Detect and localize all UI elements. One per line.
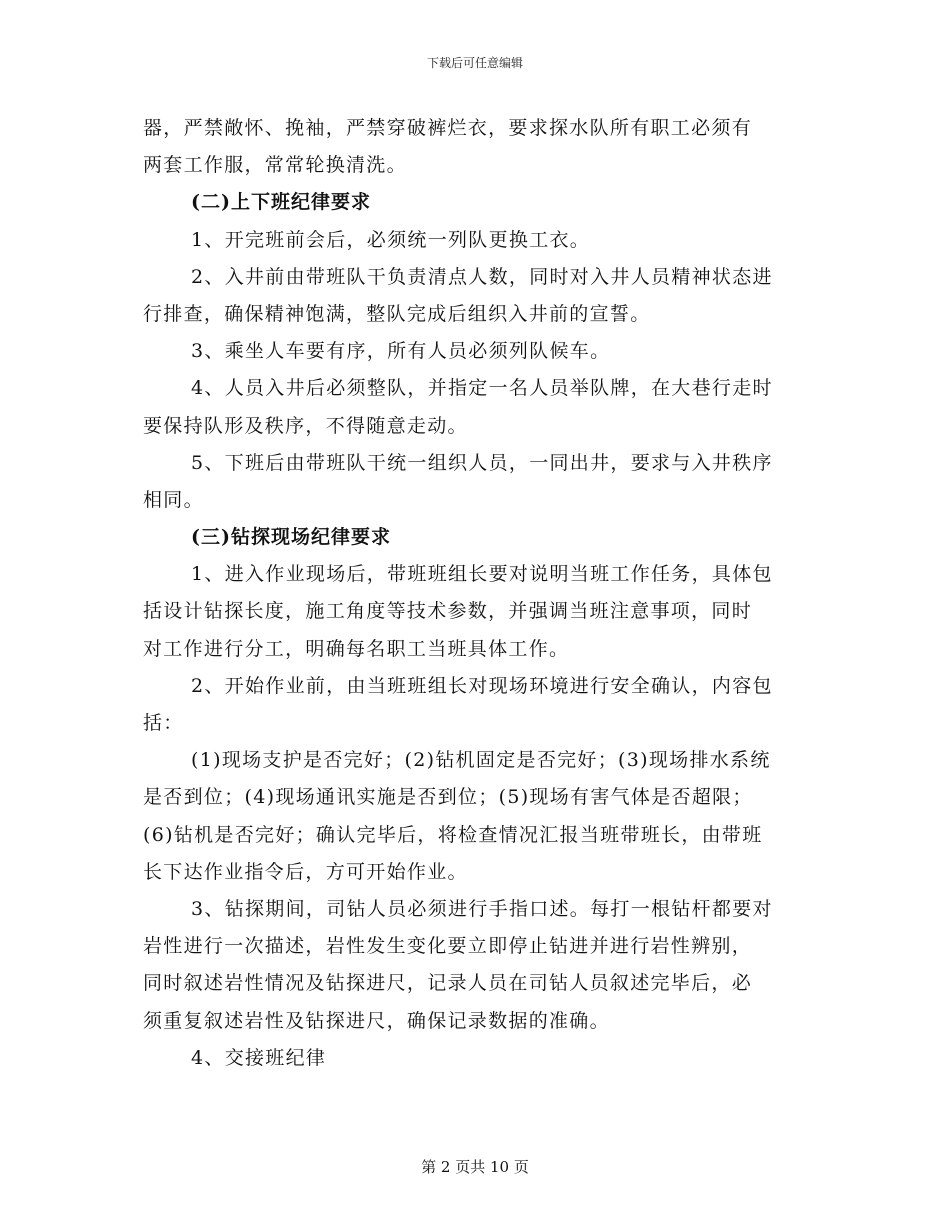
paragraph-start: 2、开始作业前，由当班班组长对现场环境进行安全确认，内容包 (191, 674, 773, 697)
body-line: 岩性进行一次描述，岩性发生变化要立即停止钻进并进行岩性辨别， (143, 935, 753, 958)
body-line: 括： (143, 712, 184, 734)
paragraph-start: 5、下班后由带班队干统一组织人员，一同出井，要求与入井秩序 (191, 451, 773, 474)
paragraph-start: (1)现场支护是否完好；(2)钻机固定是否完好；(3)现场排水系统 (191, 749, 771, 772)
body-line: 括设计钻探长度，施工角度等技术参数，并强调当班注意事项，同时 (143, 600, 753, 623)
paragraph-start: 2、入井前由带班队干负责清点人数，同时对入井人员精神状态进 (191, 265, 773, 288)
page-header: 下载后可任意编辑 (426, 56, 523, 70)
body-line: 同时叙述岩性情况及钻探进尺，记录人员在司钻人员叙述完毕后，必 (143, 972, 753, 995)
section-heading: (二)上下班纪律要求 (191, 191, 371, 214)
section-heading: (三)钻探现场纪律要求 (191, 526, 391, 549)
page-footer: 第 2 页共 10 页 (421, 1158, 529, 1176)
body-line: 行排查，确保精神饱满，整队完成后组织入井前的宣誓。 (143, 302, 651, 325)
paragraph-start: 4、人员入井后必须整队，并指定一名人员举队牌，在大巷行走时 (191, 377, 773, 400)
body-line: 要保持队形及秩序，不得随意走动。 (143, 414, 468, 437)
body-line: 对工作进行分工，明确每名职工当班具体工作。 (143, 637, 570, 660)
body-line: 长下达作业指令后，方可开始作业。 (143, 860, 468, 883)
body-line: 两套工作服，常常轮换清洗。 (143, 154, 407, 177)
paragraph-start: 3、乘坐人车要有序，所有人员必须列队候车。 (191, 340, 611, 363)
body-line: 是否到位；(4)现场通讯实施是否到位；(5)现场有害气体是否超限； (143, 786, 753, 809)
paragraph-start: 1、开完班前会后，必须统一列队更换工衣。 (191, 228, 591, 251)
body-line: 须重复叙述岩性及钻探进尺，确保记录数据的准确。 (143, 1009, 610, 1032)
document-body (143, 110, 813, 1077)
paragraph-start: 3、钻探期间，司钻人员必须进行手指口述。每打一根钻杆都要对 (191, 897, 773, 920)
body-line: (6)钻机是否完好；确认完毕后，将检查情况汇报当班带班长，由带班 (143, 823, 763, 846)
body-line: 器，严禁敞怀、挽袖，严禁穿破裤烂衣，要求探水队所有职工必须有 (143, 117, 753, 139)
paragraph-start: 1、进入作业现场后，带班班组长要对说明当班工作任务，具体包 (191, 563, 773, 586)
paragraph-start: 4、交接班纪律 (191, 1046, 327, 1069)
body-line: 相同。 (143, 488, 204, 511)
